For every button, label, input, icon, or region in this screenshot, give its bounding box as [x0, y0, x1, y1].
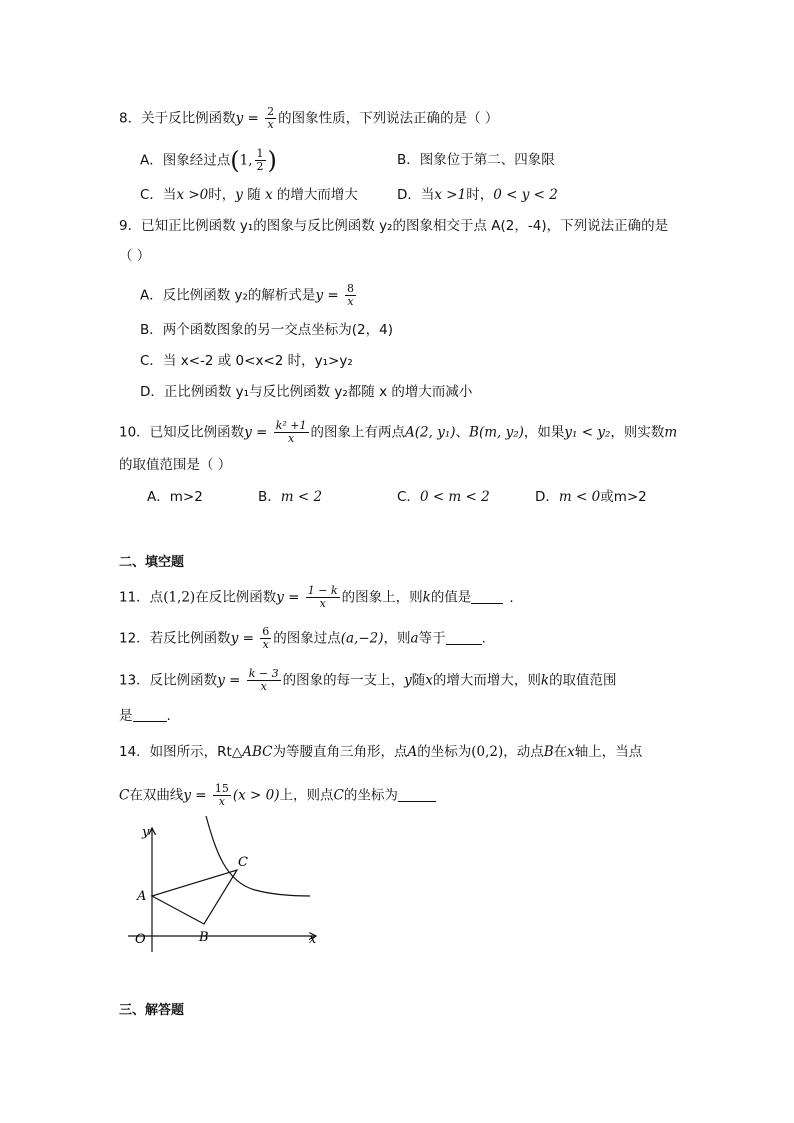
q8-opt-a: A．图象经过点(1, $\frac{1}{2}$ ) [140, 146, 277, 175]
section3-title: 三、解答题 [119, 1003, 185, 1018]
q10-opt-c: C．0 < m < 2 [397, 489, 490, 505]
label-c: C [238, 855, 248, 870]
q14-answer-blank[interactable] [398, 787, 436, 802]
q12-answer-blank[interactable] [446, 630, 482, 645]
q10-opt-a: A．m>2 [147, 489, 203, 505]
q14: 14．如图所示，Rt△ABC为等腰直角三角形，点A的坐标为(0,2)，动点B在x轴上，当点 [119, 744, 643, 760]
q10-stem: 10．已知反比例函数y = $\frac{\text{k² +1}}{x}$ 的图象上有两点A(2, y₁)、B(m, y₂)，如果y₁ < y₂，则实数m [119, 419, 678, 445]
label-b: B [199, 930, 209, 945]
q8-func: $\frac{2}{x}$ [267, 105, 275, 131]
q8-stem: 8．关于反比例函数y = $\frac{2}{x}$ 的图象性质，下列说法正确的是（ ） [119, 105, 499, 131]
q13-answer-blank[interactable] [133, 707, 167, 722]
label-y: y [142, 825, 150, 840]
label-x: x [309, 932, 317, 947]
hyperbola-curve [206, 816, 310, 896]
section2-title: 二、填空题 [119, 555, 185, 570]
q14-figure [120, 812, 340, 962]
label-a: A [137, 889, 147, 904]
q10-stem-line2: 的取值范围是（ ） [119, 457, 232, 473]
q9-stem-line2: （ ） [119, 248, 151, 264]
q11-answer-blank[interactable] [471, 589, 503, 604]
q9-opt-b: B．两个函数图象的另一交点坐标为(2，4) [140, 322, 393, 338]
q8-opt-b: B．图象位于第二、四象限 [397, 152, 555, 168]
q10-opt-d: D．m < 0或m>2 [535, 489, 647, 505]
q9-opt-d: D．正比例函数 y₁与反比例函数 y₂都随 x 的增大而减小 [140, 384, 473, 400]
q13-line2: 是 . [119, 708, 171, 724]
q12: 12．若反比例函数y = $\frac{6}{x}$ 的图象过点(a,−2)，则a等于 . [119, 625, 486, 651]
triangle-abc [152, 870, 237, 924]
q9-stem: 9．已知正比例函数 y₁的图象与反比例函数 y₂的图象相交于点 A(2，-4)，下列说法正确的是 [119, 218, 669, 234]
q9-opt-a: A．反比例函数 y₂的解析式是y = $\frac{8}{x}$ [140, 282, 354, 308]
q11: 11．点(1,2)在反比例函数y = $\frac{1 - k}{x}$ 的图象上，则k的值是 . [119, 584, 514, 610]
q8-opt-d: D．当x >1时，0 < y < 2 [397, 187, 558, 203]
q14-line2: C在双曲线y = $\frac{15}{x}$ (x > 0)上，则点C的坐标为 [119, 783, 436, 808]
q13: 13．反比例函数y = $\frac{k - 3}{x}$ 的图象的每一支上，y随x的增大而增大，则k的取值范围 [119, 667, 617, 693]
q9-opt-c: C．当 x<-2 或 0<x<2 时，y₁>y₂ [140, 353, 353, 369]
q10-opt-b: B．m < 2 [258, 489, 323, 505]
label-o: O [135, 932, 146, 947]
q8-opt-c: C．当x >0时，y 随 x 的增大而增大 [140, 187, 358, 203]
